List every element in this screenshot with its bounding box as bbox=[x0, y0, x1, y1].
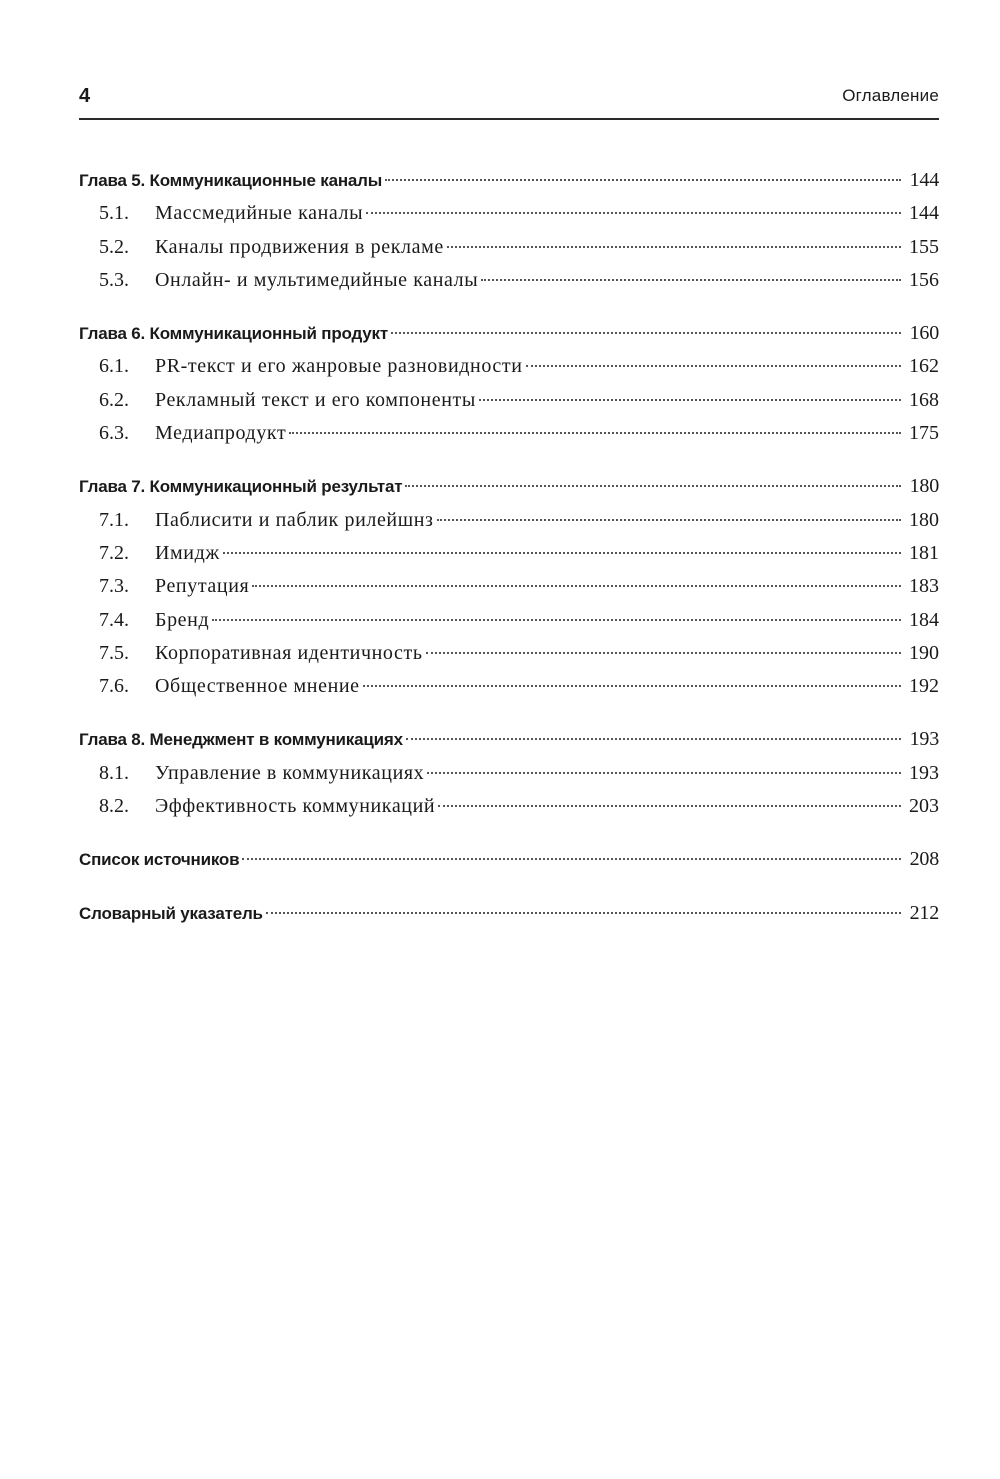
toc-page-number: 193 bbox=[909, 761, 939, 784]
toc-section-number: 7.2. bbox=[99, 541, 129, 564]
toc-section[interactable] bbox=[79, 417, 939, 450]
toc-section-number: 6.2. bbox=[99, 388, 129, 411]
toc-section-number: 7.4. bbox=[99, 608, 129, 631]
toc-chapter[interactable] bbox=[79, 317, 939, 350]
toc-section-title: Паблисити и паблик рилейшнз bbox=[155, 508, 434, 531]
toc-chapter-title: Глава 5. Коммуникационные каналы bbox=[79, 171, 383, 190]
dot-leader bbox=[406, 738, 901, 740]
toc-section-title: Рекламный текст и его компоненты bbox=[155, 388, 476, 411]
toc-page-number: 175 bbox=[909, 422, 939, 445]
toc-page-number: 183 bbox=[909, 575, 939, 598]
dot-leader bbox=[212, 619, 901, 621]
toc-section-number: 7.5. bbox=[99, 641, 129, 664]
dot-leader bbox=[366, 212, 901, 214]
toc-page-number: 203 bbox=[909, 795, 939, 818]
toc-section-title: Эффективность коммуникаций bbox=[155, 795, 436, 818]
toc-section-title: Репутация bbox=[155, 575, 250, 598]
toc-page-number: 180 bbox=[909, 508, 939, 531]
toc-page-number: 192 bbox=[909, 675, 939, 698]
toc-section-number: 6.3. bbox=[99, 422, 129, 445]
toc-section[interactable] bbox=[79, 790, 939, 823]
page-number: 4 bbox=[79, 85, 91, 107]
toc-section-number: 5.1. bbox=[99, 202, 129, 225]
page-header bbox=[79, 78, 939, 120]
toc-chapter-title: Глава 7. Коммуникационный результат bbox=[79, 477, 403, 497]
toc-section[interactable] bbox=[79, 504, 939, 537]
toc-section-number: 5.2. bbox=[99, 235, 129, 258]
toc-page-number: 160 bbox=[909, 322, 939, 345]
dot-leader bbox=[526, 365, 901, 367]
table-of-contents bbox=[79, 164, 939, 930]
toc-page-number: 193 bbox=[909, 728, 939, 751]
toc-chapter[interactable] bbox=[79, 843, 939, 876]
toc-section-title: Массмедийные каналы bbox=[155, 202, 364, 225]
dot-leader bbox=[427, 772, 901, 774]
dot-leader bbox=[438, 805, 901, 807]
toc-section-title: PR-текст и его жанровые разновидности bbox=[155, 355, 523, 378]
toc-page-number: 162 bbox=[909, 355, 939, 378]
toc-section-number: 5.3. bbox=[99, 268, 129, 291]
toc-section-title: Корпоративная идентичность bbox=[155, 641, 423, 664]
dot-leader bbox=[363, 685, 901, 687]
toc-page-number: 208 bbox=[909, 848, 939, 871]
running-title: Оглавление bbox=[842, 86, 939, 105]
dot-leader bbox=[266, 912, 901, 914]
toc-section-title: Каналы продвижения в рекламе bbox=[155, 235, 444, 258]
toc-section[interactable] bbox=[79, 637, 939, 670]
toc-section[interactable] bbox=[79, 670, 939, 703]
toc-section-number: 8.2. bbox=[99, 795, 129, 818]
toc-section-title: Имидж bbox=[155, 541, 220, 564]
toc-chapter-title: Глава 6. Коммуникационный продукт bbox=[79, 324, 388, 344]
dot-leader bbox=[391, 332, 901, 334]
toc-chapter-title: Словарный указатель bbox=[79, 903, 263, 923]
toc-page-number: 184 bbox=[909, 608, 939, 631]
toc-chapter[interactable] bbox=[79, 897, 939, 930]
dot-leader bbox=[447, 246, 901, 248]
toc-page-number: 155 bbox=[909, 235, 939, 258]
toc-section[interactable] bbox=[79, 231, 939, 264]
toc-section-number: 7.1. bbox=[99, 508, 129, 531]
dot-leader bbox=[437, 519, 901, 521]
toc-section[interactable] bbox=[79, 264, 939, 297]
dot-leader bbox=[426, 652, 901, 654]
toc-page-number: 156 bbox=[909, 268, 939, 291]
toc-section-number: 6.1. bbox=[99, 355, 129, 378]
toc-section-title: Медиапродукт bbox=[155, 422, 287, 445]
toc-section-title: Общественное мнение bbox=[155, 675, 360, 698]
dot-leader bbox=[405, 485, 901, 487]
toc-page-number: 168 bbox=[909, 388, 939, 411]
toc-section-title: Управление в коммуникациях bbox=[155, 761, 425, 784]
toc-section[interactable] bbox=[79, 350, 939, 383]
toc-page-number: 144 bbox=[909, 202, 939, 225]
toc-section-number: 7.6. bbox=[99, 675, 129, 698]
toc-page-number: 144 bbox=[909, 169, 939, 191]
dot-leader bbox=[242, 858, 901, 860]
toc-chapter[interactable] bbox=[79, 470, 939, 503]
toc-page-number: 212 bbox=[909, 901, 939, 924]
dot-leader bbox=[479, 399, 901, 401]
toc-section[interactable] bbox=[79, 757, 939, 790]
toc-chapter-title: Список источников bbox=[79, 850, 240, 870]
toc-section[interactable] bbox=[79, 197, 939, 230]
toc-section[interactable] bbox=[79, 384, 939, 417]
toc-section-number: 7.3. bbox=[99, 575, 129, 598]
dot-leader bbox=[289, 432, 901, 434]
dot-leader bbox=[481, 279, 901, 281]
toc-section[interactable] bbox=[79, 604, 939, 637]
dot-leader bbox=[252, 585, 901, 587]
dot-leader bbox=[223, 552, 901, 554]
toc-page-number: 190 bbox=[909, 641, 939, 664]
toc-chapter[interactable] bbox=[79, 164, 939, 197]
toc-chapter[interactable] bbox=[79, 723, 939, 756]
toc-section[interactable] bbox=[79, 537, 939, 570]
toc-section[interactable] bbox=[79, 570, 939, 603]
toc-chapter-title: Глава 8. Менеджмент в коммуникациях bbox=[79, 730, 403, 750]
toc-page-number: 180 bbox=[909, 475, 939, 498]
toc-section-title: Бренд bbox=[155, 608, 210, 631]
toc-section-number: 8.1. bbox=[99, 761, 129, 784]
toc-page-number: 181 bbox=[909, 541, 939, 564]
toc-section-title: Онлайн- и мультимедийные каналы bbox=[155, 268, 479, 291]
dot-leader bbox=[385, 179, 901, 181]
